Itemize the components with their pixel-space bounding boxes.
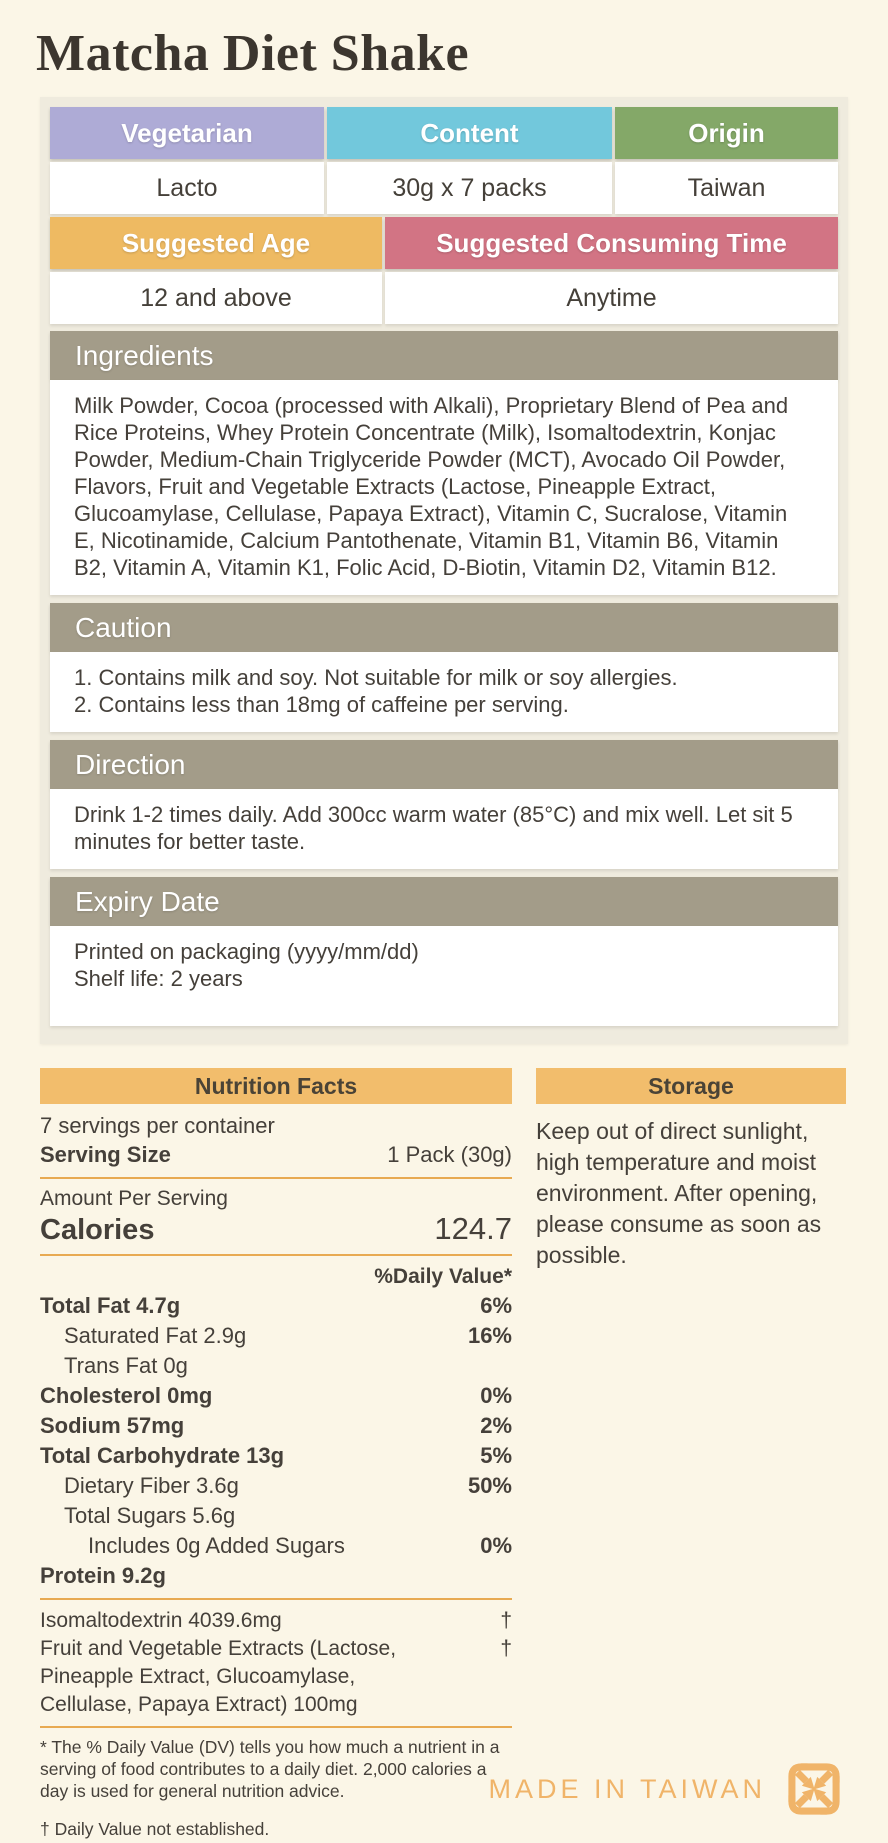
calories-value: 124.7: [434, 1211, 512, 1246]
caution-line: 1. Contains milk and soy. Not suitable for milk or soy allergies.: [74, 665, 678, 690]
serving-size-label: Serving Size: [40, 1142, 171, 1167]
nutrient-value: 2%: [480, 1413, 512, 1438]
storage-panel: [536, 1068, 846, 1840]
dagger-symbol: †: [500, 1609, 512, 1632]
attribute-header-row-1: [50, 107, 838, 159]
nutrition-row: [40, 1561, 512, 1591]
lower-columns: [40, 1068, 848, 1840]
divider: [40, 1726, 512, 1728]
nutrient-label: Total Carbohydrate 13g: [40, 1443, 285, 1468]
extra-nutrient-label: Fruit and Vegetable Extracts (Lactose, Pineapple Extract, Glucoamylase, Cellulase, Papaya Extract) 100mg: [40, 1637, 397, 1716]
attr-header-suggested-age: Suggested Age: [50, 217, 382, 269]
section-caution-header: Caution: [50, 603, 838, 652]
attr-header-content: Content: [327, 107, 612, 159]
nutrient-value: 0%: [480, 1383, 512, 1408]
divider: [40, 1254, 512, 1256]
serving-size-value: 1 Pack (30g): [387, 1142, 512, 1167]
servings-per-container: [40, 1112, 512, 1140]
nutrition-row: [40, 1441, 512, 1471]
nutrition-row: [40, 1351, 512, 1381]
expiry-line: Printed on packaging (yyyy/mm/dd): [74, 939, 419, 964]
nutrition-facts-panel: [40, 1068, 512, 1840]
nutrient-label: Total Fat 4.7g: [40, 1293, 181, 1318]
nutrition-facts-header: Nutrition Facts: [40, 1068, 512, 1104]
nutrient-value: 50%: [467, 1473, 512, 1498]
nutrient-label: Protein 9.2g: [40, 1563, 166, 1588]
section-direction-body: Drink 1-2 times daily. Add 300cc warm water (85°C) and mix well. Let sit 5 minutes for better taste.: [50, 789, 838, 869]
section-expiry-body: [50, 926, 838, 1026]
nutrition-row: [40, 1321, 512, 1351]
nutrient-label: Includes 0g Added Sugars: [88, 1533, 345, 1558]
attr-value-suggested-age: 12 and above: [50, 272, 382, 324]
attr-header-consuming-time: Suggested Consuming Time: [385, 217, 838, 269]
expiry-line: Shelf life: 2 years: [74, 966, 243, 991]
extra-nutrient-row: [40, 1607, 512, 1635]
nutrition-row: [40, 1531, 512, 1561]
caution-line: 2. Contains less than 18mg of caffeine per serving.: [74, 692, 569, 717]
storage-body: Keep out of direct sunlight, high temperature and moist environment. After opening, please consume as soon as possible.: [536, 1118, 822, 1268]
extra-nutrient-label: Isomaltodextrin 4039.6mg: [40, 1609, 282, 1632]
nutrition-row: [40, 1381, 512, 1411]
nutrient-value: 0%: [480, 1533, 512, 1558]
attribute-value-row-2: [50, 272, 838, 324]
made-in-taiwan: [488, 1757, 846, 1821]
calories-row: [40, 1212, 512, 1247]
attribute-header-row-2: [50, 217, 838, 269]
nutrient-value: 16%: [467, 1323, 512, 1348]
nutrition-row: [40, 1411, 512, 1441]
section-ingredients-header: Ingredients: [50, 331, 838, 380]
nutrient-label: Cholesterol 0mg: [40, 1383, 213, 1408]
made-in-taiwan-label: MADE IN TAIWAN: [488, 1773, 766, 1804]
section-ingredients-body: Milk Powder, Cocoa (processed with Alkali), Proprietary Blend of Pea and Rice Proteins, Whey Protein Concentrate (Milk), Isomaltodextrin, Konjac Powder, Medium-Chain Triglyceride Powder (MCT), Avocado Oil Powder, Flavors, Fruit and Vegetable Extracts (Lactose, Pineapple Extract, Glucoamylase, Cellulase, Papaya Extract), Vitamin C, Sucralose, Vitamin E, Nicotinamide, Calcium Pantothenate, Vitamin B1, Vitamin B6, Vitamin B2, Vitamin A, Vitamin K1, Folic Acid, D-Biotin, Vitamin D2, Vitamin B12.: [50, 380, 838, 595]
nutrient-label: Total Sugars 5.6g: [64, 1503, 236, 1528]
nutrient-value: 5%: [480, 1443, 512, 1468]
amount-per-serving-label: Amount Per Serving: [40, 1187, 228, 1210]
attr-value-content: 30g x 7 packs: [327, 162, 612, 214]
attr-value-vegetarian: Lacto: [50, 162, 324, 214]
nutrient-label: Dietary Fiber 3.6g: [64, 1473, 239, 1498]
nutrition-row: [40, 1471, 512, 1501]
calories-label: Calories: [40, 1214, 155, 1246]
nutrient-label: Trans Fat 0g: [64, 1353, 188, 1378]
attribute-value-row-1: [50, 162, 838, 214]
nutrient-label: Saturated Fat 2.9g: [64, 1323, 247, 1348]
nutrition-row: [40, 1501, 512, 1531]
attr-value-consuming-time: Anytime: [385, 272, 838, 324]
dagger-footnote: † Daily Value not established.: [40, 1819, 270, 1839]
storage-header: Storage: [536, 1068, 846, 1104]
nutrient-label: Sodium 57mg: [40, 1413, 185, 1438]
section-caution-body: [50, 652, 838, 732]
section-direction-header: Direction: [50, 740, 838, 789]
daily-value-footnote: * The % Daily Value (DV) tells you how much a nutrient in a serving of food contributes to a daily diet. 2,000 calories a day is used for general nutrition advice.: [40, 1737, 500, 1801]
serving-size-row: [40, 1140, 512, 1170]
page-title: Matcha Diet Shake: [36, 25, 470, 82]
extra-nutrient-row: [40, 1635, 512, 1719]
attr-value-origin: Taiwan: [615, 162, 838, 214]
product-info-card: [40, 97, 848, 1044]
attr-header-vegetarian: Vegetarian: [50, 107, 324, 159]
section-expiry-header: Expiry Date: [50, 877, 838, 926]
attr-header-origin: Origin: [615, 107, 838, 159]
divider: [40, 1177, 512, 1179]
nutrition-row: [40, 1291, 512, 1321]
divider: [40, 1598, 512, 1600]
daily-value-header: %Daily Value*: [374, 1265, 512, 1288]
servings-text: 7 servings per container: [40, 1113, 275, 1138]
dagger-symbol: †: [500, 1637, 512, 1660]
taiwan-recycling-icon: [782, 1757, 846, 1821]
nutrient-value: 6%: [480, 1293, 512, 1318]
